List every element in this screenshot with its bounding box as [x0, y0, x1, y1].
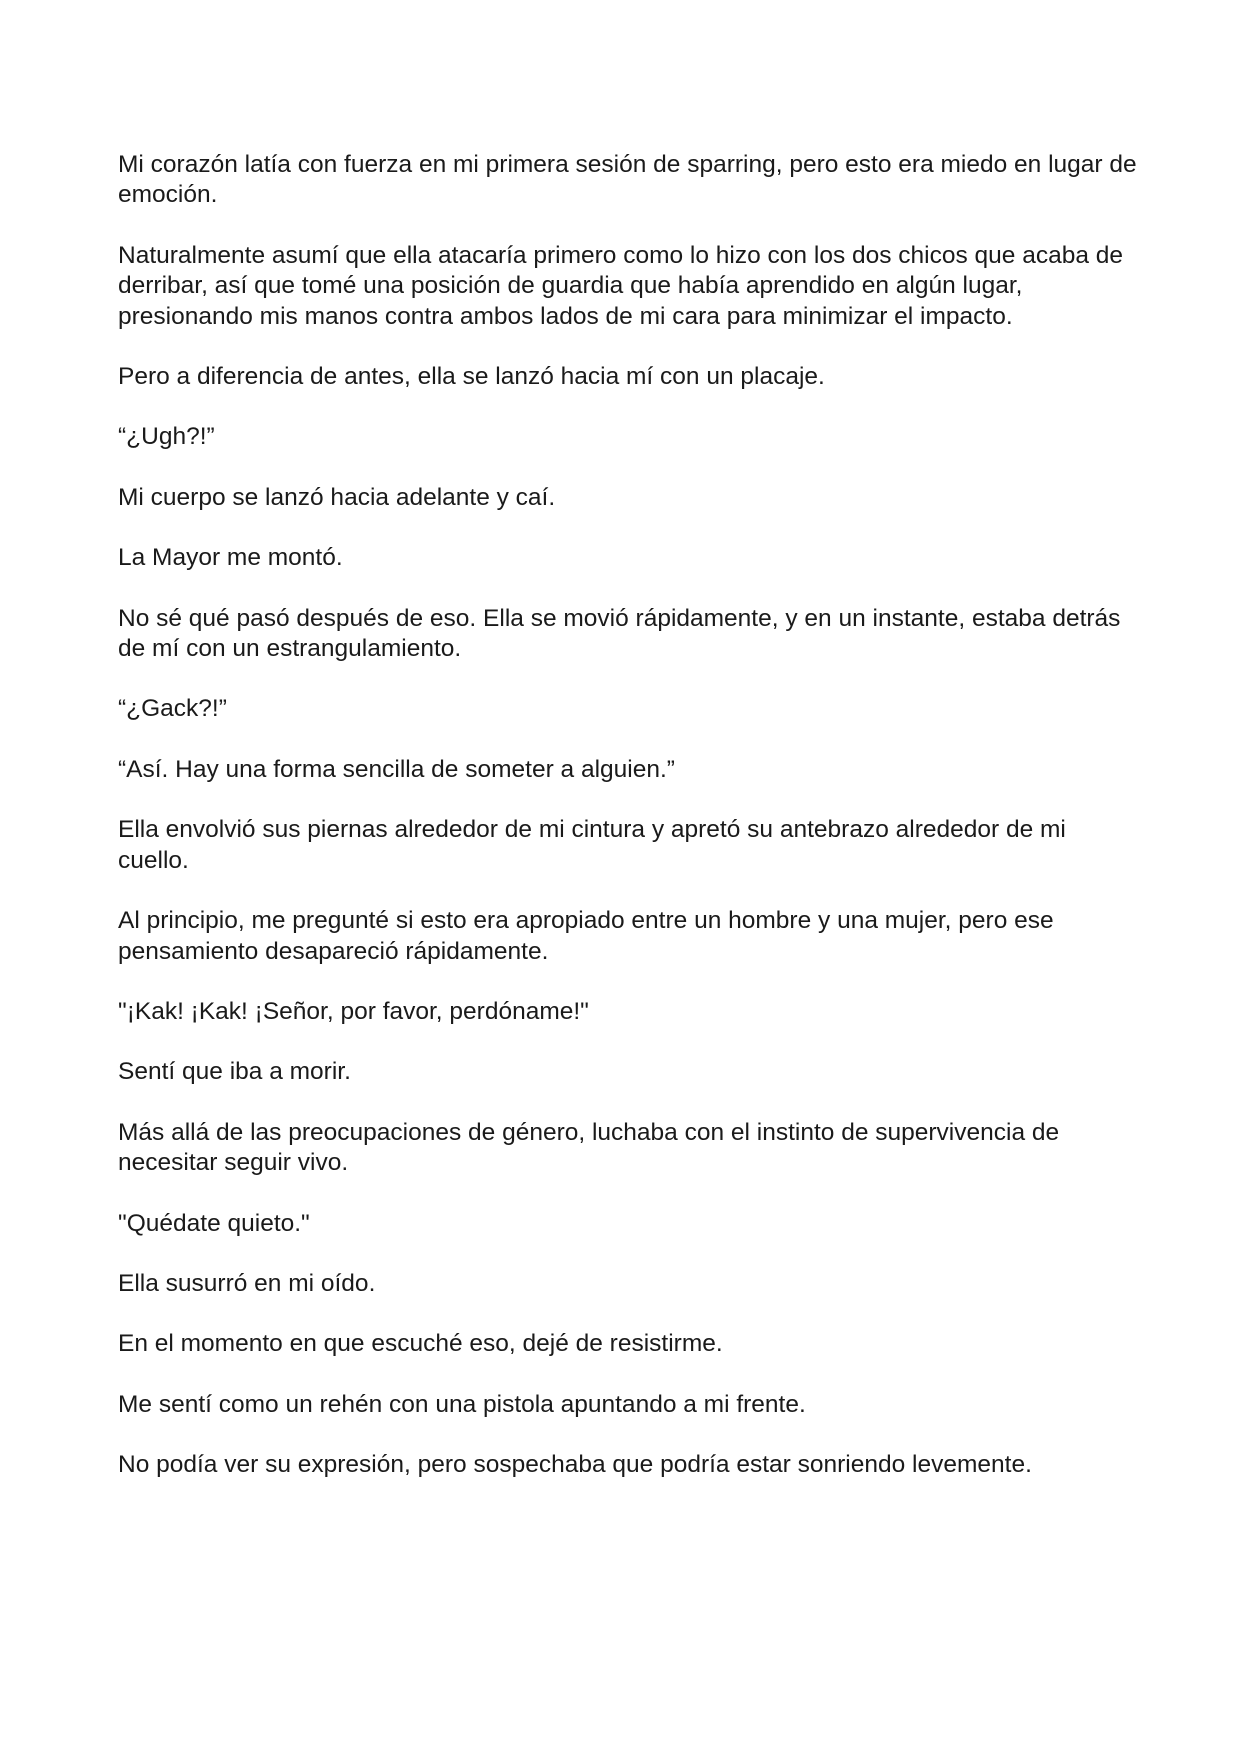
paragraph: No sé qué pasó después de eso. Ella se movió rápidamente, y en un instante, estaba detrás de mí con un estrangulamiento. — [118, 604, 1121, 663]
paragraph: “Así. Hay una forma sencilla de someter a alguien.” — [118, 755, 675, 783]
paragraph: “¿Ugh?!” — [118, 423, 215, 451]
paragraph: Pero a diferencia de antes, ella se lanzó hacia mí con un placaje. — [118, 363, 825, 391]
paragraph: Me sentí como un rehén con una pistola apuntando a mi frente. — [118, 1390, 806, 1418]
paragraph: Al principio, me pregunté si esto era apropiado entre un hombre y una mujer, pero ese pensamiento desapareció rápidamente. — [118, 907, 1054, 965]
body-text — [118, 150, 1138, 1511]
paragraph: "¡Kak! ¡Kak! ¡Señor, por favor, perdóname!" — [118, 997, 589, 1025]
paragraph: "Quédate quieto." — [118, 1209, 310, 1237]
paragraph: “¿Gack?!” — [118, 695, 227, 723]
paragraph: Mi cuerpo se lanzó hacia adelante y caí. — [118, 483, 556, 511]
paragraph: Naturalmente asumí que ella atacaría primero como lo hizo con los dos chicos que acaba de derribar, así que tomé una posición de guardia que había aprendido en algún lugar, presionando mis manos contra ambos lados de mi cara para minimizar el impacto. — [118, 241, 1124, 330]
paragraph: Mi corazón latía con fuerza en mi primera sesión de sparring, pero esto era miedo en lugar de emoción. — [118, 151, 1137, 209]
paragraph: En el momento en que escuché eso, dejé de resistirme. — [118, 1330, 723, 1358]
paragraph: No podía ver su expresión, pero sospechaba que podría estar sonriendo levemente. — [118, 1451, 1032, 1479]
paragraph: Ella envolvió sus piernas alrededor de mi cintura y apretó su antebrazo alrededor de mi cuello. — [118, 816, 1066, 874]
paragraph: La Mayor me montó. — [118, 544, 343, 572]
paragraph: Sentí que iba a morir. — [118, 1058, 351, 1086]
paragraph: Ella susurró en mi oído. — [118, 1269, 376, 1297]
paragraph: Más allá de las preocupaciones de género, luchaba con el instinto de supervivencia de necesitar seguir vivo. — [118, 1118, 1060, 1177]
